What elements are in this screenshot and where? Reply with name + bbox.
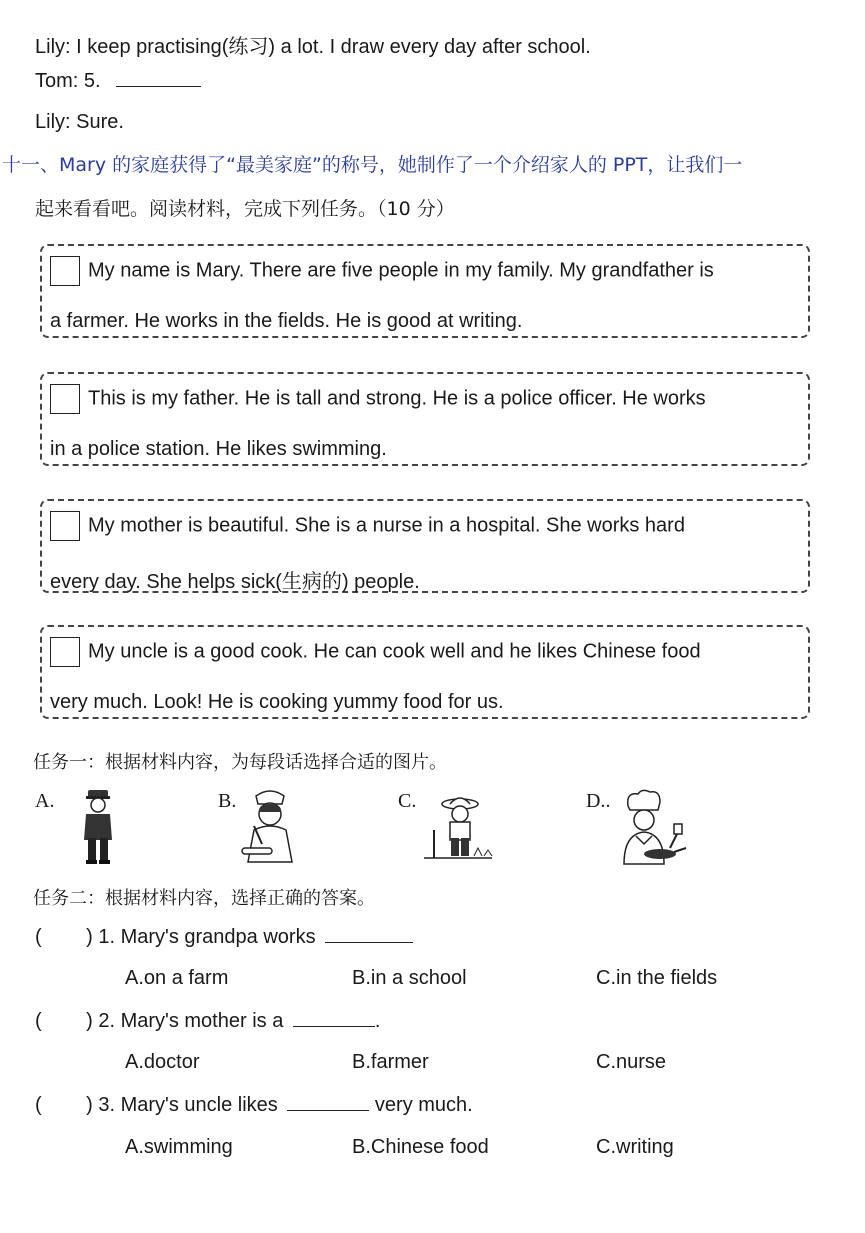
option-b[interactable]: B.in a school (352, 967, 467, 989)
picture-label-d: D.. (586, 790, 611, 812)
passage-text: in a police station. He likes swimming. (50, 438, 387, 460)
passage-text: every day. She helps sick(生病的) people. (50, 571, 420, 593)
farmer-icon (420, 792, 496, 864)
dialogue-line-3 (35, 111, 124, 134)
passage-box-4 (40, 625, 810, 719)
picture-label-b: B. (218, 790, 237, 812)
answer-paren[interactable]: ( ) (35, 926, 93, 948)
dialogue-text: 5. (83, 70, 101, 92)
answer-checkbox[interactable] (50, 511, 80, 541)
answer-paren[interactable]: ( ) (35, 1010, 93, 1032)
question-stem: 2. Mary's mother is a (98, 1010, 284, 1032)
passage-box-3 (40, 499, 810, 593)
section-title-line1: 十一、Mary 的家庭获得了“最美家庭”的称号，她制作了一个介绍家人的 PPT，让我们一 (2, 154, 743, 176)
passage-box-2 (40, 372, 810, 466)
dialogue-text: I keep practising(练习) a lot. I draw every day after school. (76, 36, 591, 58)
task1-title: 任务一：根据材料内容，为每段话选择合适的图片。 (33, 752, 447, 773)
passage-box-1 (40, 244, 810, 338)
answer-blank (293, 1025, 375, 1027)
option-b[interactable]: B.farmer (352, 1051, 429, 1073)
option-c[interactable]: C.in the fields (596, 967, 718, 989)
option-c[interactable]: C.nurse (596, 1051, 667, 1073)
answer-checkbox[interactable] (50, 637, 80, 667)
answer-paren[interactable]: ( ) (35, 1094, 93, 1116)
option-a[interactable]: A.doctor (125, 1051, 200, 1073)
police-officer-icon (78, 788, 118, 866)
option-b[interactable]: B.Chinese food (352, 1136, 489, 1158)
question-3 (35, 1094, 473, 1117)
option-a[interactable]: A.on a farm (125, 967, 229, 989)
answer-blank (287, 1109, 369, 1111)
passage-text: This is my father. He is tall and strong. He is a police officer. He works (88, 387, 706, 410)
passage-text: a farmer. He works in the fields. He is good at writing. (50, 310, 523, 332)
dialogue-text: Sure. (76, 111, 124, 133)
nurse-icon (238, 786, 302, 866)
chef-icon (608, 788, 688, 866)
passage-text: My uncle is a good cook. He can cook well and he likes Chinese food (88, 640, 701, 663)
option-c[interactable]: C.writing (596, 1136, 674, 1158)
passage-text: My name is Mary. There are five people in my family. My grandfather is (88, 259, 714, 282)
passage-text: very much. Look! He is cooking yummy food for us. (50, 691, 504, 713)
option-a[interactable]: A.swimming (125, 1136, 233, 1158)
speaker: Lily: (35, 111, 71, 133)
question-tail: very much. (374, 1094, 473, 1116)
answer-checkbox[interactable] (50, 256, 80, 286)
picture-label-a: A. (35, 790, 55, 812)
question-stem: 3. Mary's uncle likes (98, 1094, 278, 1116)
passage-text: My mother is beautiful. She is a nurse in a hospital. She works hard (88, 514, 685, 537)
answer-blank[interactable] (116, 85, 201, 87)
answer-checkbox[interactable] (50, 384, 80, 414)
task2-title: 任务二：根据材料内容，选择正确的答案。 (33, 888, 375, 909)
answer-blank (325, 941, 413, 943)
speaker: Lily: (35, 36, 71, 58)
dialogue-line-1 (35, 30, 591, 59)
question-2 (35, 1010, 380, 1033)
dialogue-line-2 (35, 70, 201, 93)
question-tail: . (374, 1010, 381, 1032)
picture-label-c: C. (398, 790, 417, 812)
speaker: Tom: (35, 70, 79, 92)
section-title-line2: 起来看看吧。阅读材料，完成下列任务。（10 分） (35, 198, 455, 220)
question-stem: 1. Mary's grandpa works (98, 926, 316, 948)
question-1 (35, 926, 413, 949)
